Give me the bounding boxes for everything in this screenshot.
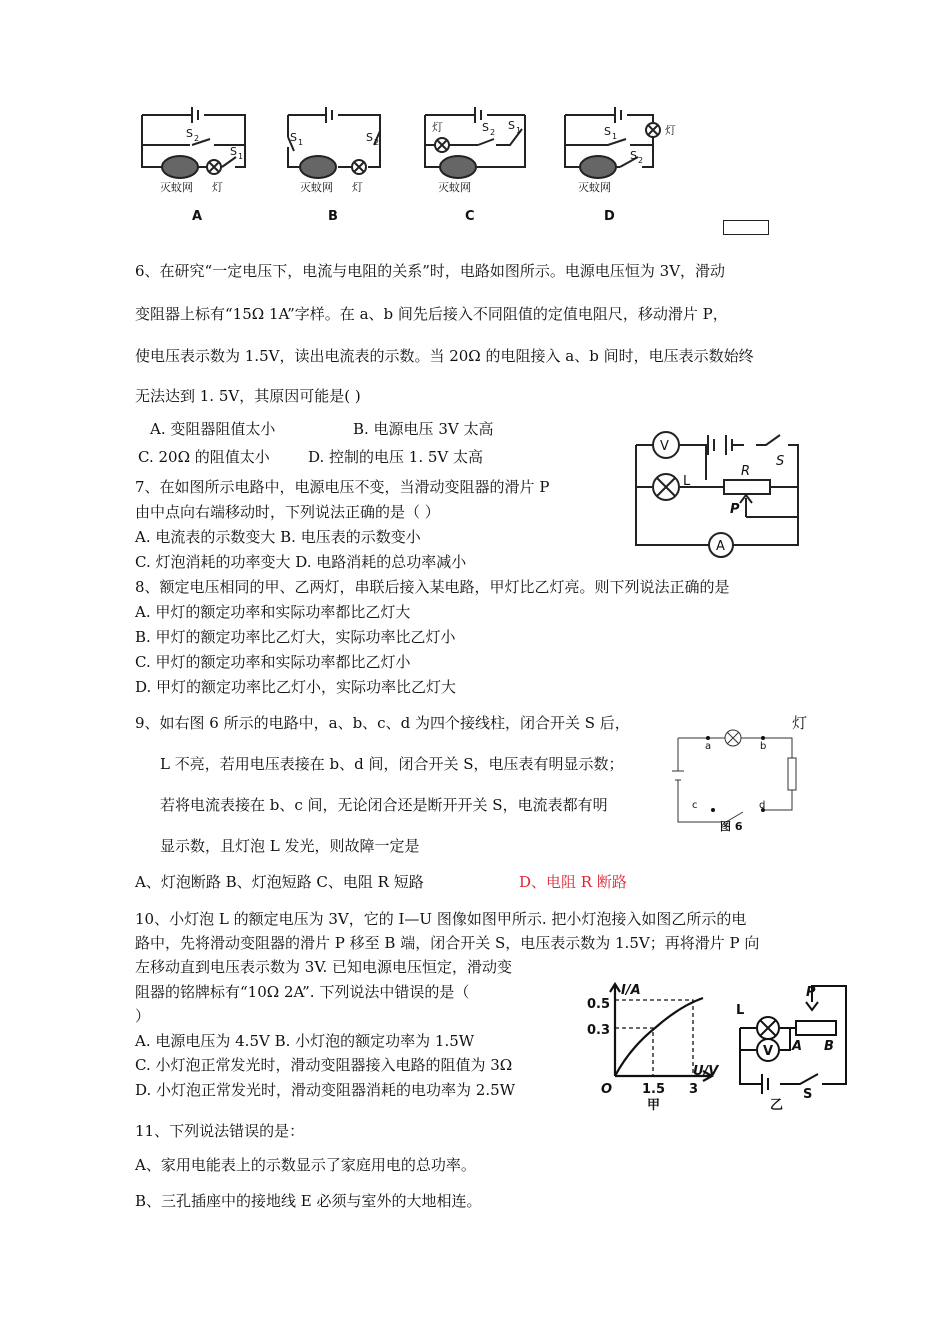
q11-option-a: A、家用电能表上的示数显示了家庭用电的总功率。	[135, 1156, 476, 1174]
q7-line-1: 7、在如图所示电路中，电源电压不变，当滑动变阻器的滑片 P	[135, 478, 550, 496]
svg-text:图 6: 图 6	[720, 820, 743, 833]
svg-text:L: L	[736, 1003, 745, 1018]
svg-text:b: b	[760, 741, 767, 752]
svg-text:A: A	[792, 1039, 803, 1054]
q6-option-d: D. 控制的电压 1. 5V 太高	[308, 448, 484, 466]
q9-line-1-tail: 灯	[792, 714, 808, 732]
q11-stem: 11、下列说法错误的是：	[135, 1122, 305, 1140]
svg-text:S: S	[776, 454, 785, 469]
q10-option-d: D. 小灯泡正常发光时，滑动变阻器消耗的电功率为 2.5W	[135, 1081, 516, 1099]
svg-text:S: S	[230, 145, 237, 158]
svg-text:0.3: 0.3	[587, 1023, 611, 1038]
svg-text:2: 2	[638, 156, 644, 165]
svg-text:1.5: 1.5	[642, 1082, 666, 1097]
svg-text:P: P	[730, 502, 740, 517]
svg-text:S: S	[482, 121, 489, 134]
svg-text:1: 1	[298, 138, 304, 147]
svg-text:2: 2	[490, 128, 496, 137]
q7-circuit-figure	[628, 425, 818, 565]
q9-line-2: L 不亮，若用电压表接在 b、d 间，闭合开关 S，电压表有明显示数；	[160, 755, 624, 773]
q8-option-d: D. 甲灯的额定功率比乙灯小，实际功率比乙灯大	[135, 678, 457, 696]
svg-text:a: a	[705, 741, 712, 752]
svg-text:0.5: 0.5	[587, 997, 611, 1012]
svg-text:c: c	[692, 800, 698, 811]
q9-line-1: 9、如右图 6 所示的电路中，a、b、c、d 为四个接线柱，闭合开关 S 后，	[135, 714, 630, 732]
svg-text:灯: 灯	[212, 181, 223, 194]
q6-option-b: B. 电源电压 3V 太高	[353, 420, 494, 438]
svg-text:R: R	[741, 464, 751, 479]
svg-text:V: V	[660, 439, 669, 454]
svg-text:甲: 甲	[647, 1098, 661, 1113]
svg-text:1: 1	[516, 126, 522, 135]
fig-label-b: B	[328, 209, 338, 224]
fig-label-a: A	[192, 209, 203, 224]
q6-line-2: 变阻器上标有“15Ω 1A”字样。在 a、b 间先后接入不同阻值的定值电阻尺，移动滑片 P，	[135, 305, 728, 323]
q10-line-4: 阻器的铭牌标有“10Ω 2A”. 下列说法中错误的是（	[135, 983, 470, 1001]
svg-text:S: S	[508, 119, 515, 132]
svg-text:P: P	[806, 985, 816, 1000]
q10-circuit	[730, 978, 855, 1113]
q10-line-1: 10、小灯泡 L 的额定电压为 3V，它的 I—U 图像如图甲所示. 把小灯泡接入如图乙所示的电	[135, 910, 747, 928]
q9-option-d-answer: D、电阻 R 断路	[519, 873, 627, 891]
svg-text:1: 1	[238, 152, 244, 161]
top-circuit-figures	[130, 95, 810, 240]
q7-line-2: 由中点向右端移动时，下列说法正确的是（ ）	[135, 503, 440, 521]
q9-line-4: 显示数，且灯泡 L 发光，则故障一定是	[160, 837, 420, 855]
svg-text:S: S	[604, 125, 611, 138]
svg-text:2: 2	[374, 138, 380, 147]
svg-text:灭蚊网: 灭蚊网	[300, 181, 333, 194]
fig-label-d: D	[604, 209, 615, 224]
svg-text:3: 3	[689, 1082, 699, 1097]
q8-option-a: A. 甲灯的额定功率和实际功率都比乙灯大	[135, 603, 411, 621]
q10-iu-graph	[585, 978, 725, 1113]
fig-label-c: C	[465, 209, 475, 224]
svg-text:L: L	[683, 474, 691, 489]
q6-line-3: 使电压表示数为 1.5V，读出电流表的示数。当 20Ω 的电阻接入 a、b 间时，电压表示数始终	[135, 347, 754, 365]
q6-line-4: 无法达到 1. 5V，其原因可能是( )	[135, 387, 361, 405]
q10-options-ab: A. 电源电压为 4.5V B. 小灯泡的额定功率为 1.5W	[135, 1032, 475, 1050]
q10-line-2: 路中，先将滑动变阻器的滑片 P 移至 B 端，闭合开关 S，电压表示数为 1.5V；再将滑片 P 向	[135, 934, 760, 952]
svg-text:d: d	[759, 800, 766, 811]
svg-text:S: S	[630, 149, 637, 162]
svg-text:灯: 灯	[352, 181, 363, 194]
svg-text:A: A	[716, 539, 725, 554]
q10-line-3: 左移动直到电压表示数为 3V. 已知电源电压恒定，滑动变	[135, 958, 513, 976]
svg-text:O: O	[601, 1082, 613, 1097]
q9-circuit-figure	[668, 728, 803, 836]
svg-text:灭蚊网: 灭蚊网	[578, 181, 611, 194]
svg-text:S: S	[290, 131, 297, 144]
svg-text:灯: 灯	[432, 121, 443, 134]
svg-text:灭蚊网: 灭蚊网	[438, 181, 471, 194]
svg-text:B: B	[824, 1039, 834, 1054]
q10-line-5: ）	[135, 1007, 151, 1025]
svg-text:S: S	[186, 127, 193, 140]
svg-text:V: V	[763, 1044, 774, 1059]
q6-option-a: A. 变阻器阻值太小	[150, 420, 276, 438]
answer-box	[723, 220, 769, 235]
q8-option-b: B. 甲灯的额定功率比乙灯大，实际功率比乙灯小	[135, 628, 456, 646]
q10-option-c: C. 小灯泡正常发光时，滑动变阻器接入电路的阻值为 3Ω	[135, 1056, 513, 1074]
svg-text:1: 1	[612, 132, 618, 141]
svg-text:2: 2	[194, 134, 200, 143]
q9-line-3: 若将电流表接在 b、c 间，无论闭合还是断开开关 S，电流表都有明	[160, 796, 608, 814]
graph-x-axis-label: U/V	[693, 1064, 719, 1079]
svg-text:S: S	[803, 1087, 813, 1102]
q8-stem: 8、额定电压相同的甲、乙两灯，串联后接入某电路，甲灯比乙灯亮。则下列说法正确的是	[135, 578, 730, 596]
graph-y-axis-label: I/A	[621, 983, 641, 998]
svg-text:灯: 灯	[665, 124, 676, 137]
q6-line-1: 6、在研究“一定电压下，电流与电阻的关系”时，电路如图所示。电源电压恒为 3V，滑动	[135, 262, 726, 280]
svg-text:灭蚊网: 灭蚊网	[160, 181, 193, 194]
q9-options-abc: A、灯泡断路 B、灯泡短路 C、电阻 R 短路	[135, 873, 424, 891]
q6-option-c: C. 20Ω 的阻值太小	[138, 448, 270, 466]
svg-text:S: S	[366, 131, 373, 144]
q7-options-ab: A. 电流表的示数变大 B. 电压表的示数变小	[135, 528, 421, 546]
q11-option-b: B、三孔插座中的接地线 E 必须与室外的大地相连。	[135, 1192, 482, 1210]
q8-option-c: C. 甲灯的额定功率和实际功率都比乙灯小	[135, 653, 411, 671]
svg-text:乙: 乙	[770, 1098, 784, 1113]
q7-options-cd: C. 灯泡消耗的功率变大 D. 电路消耗的总功率减小	[135, 553, 467, 571]
